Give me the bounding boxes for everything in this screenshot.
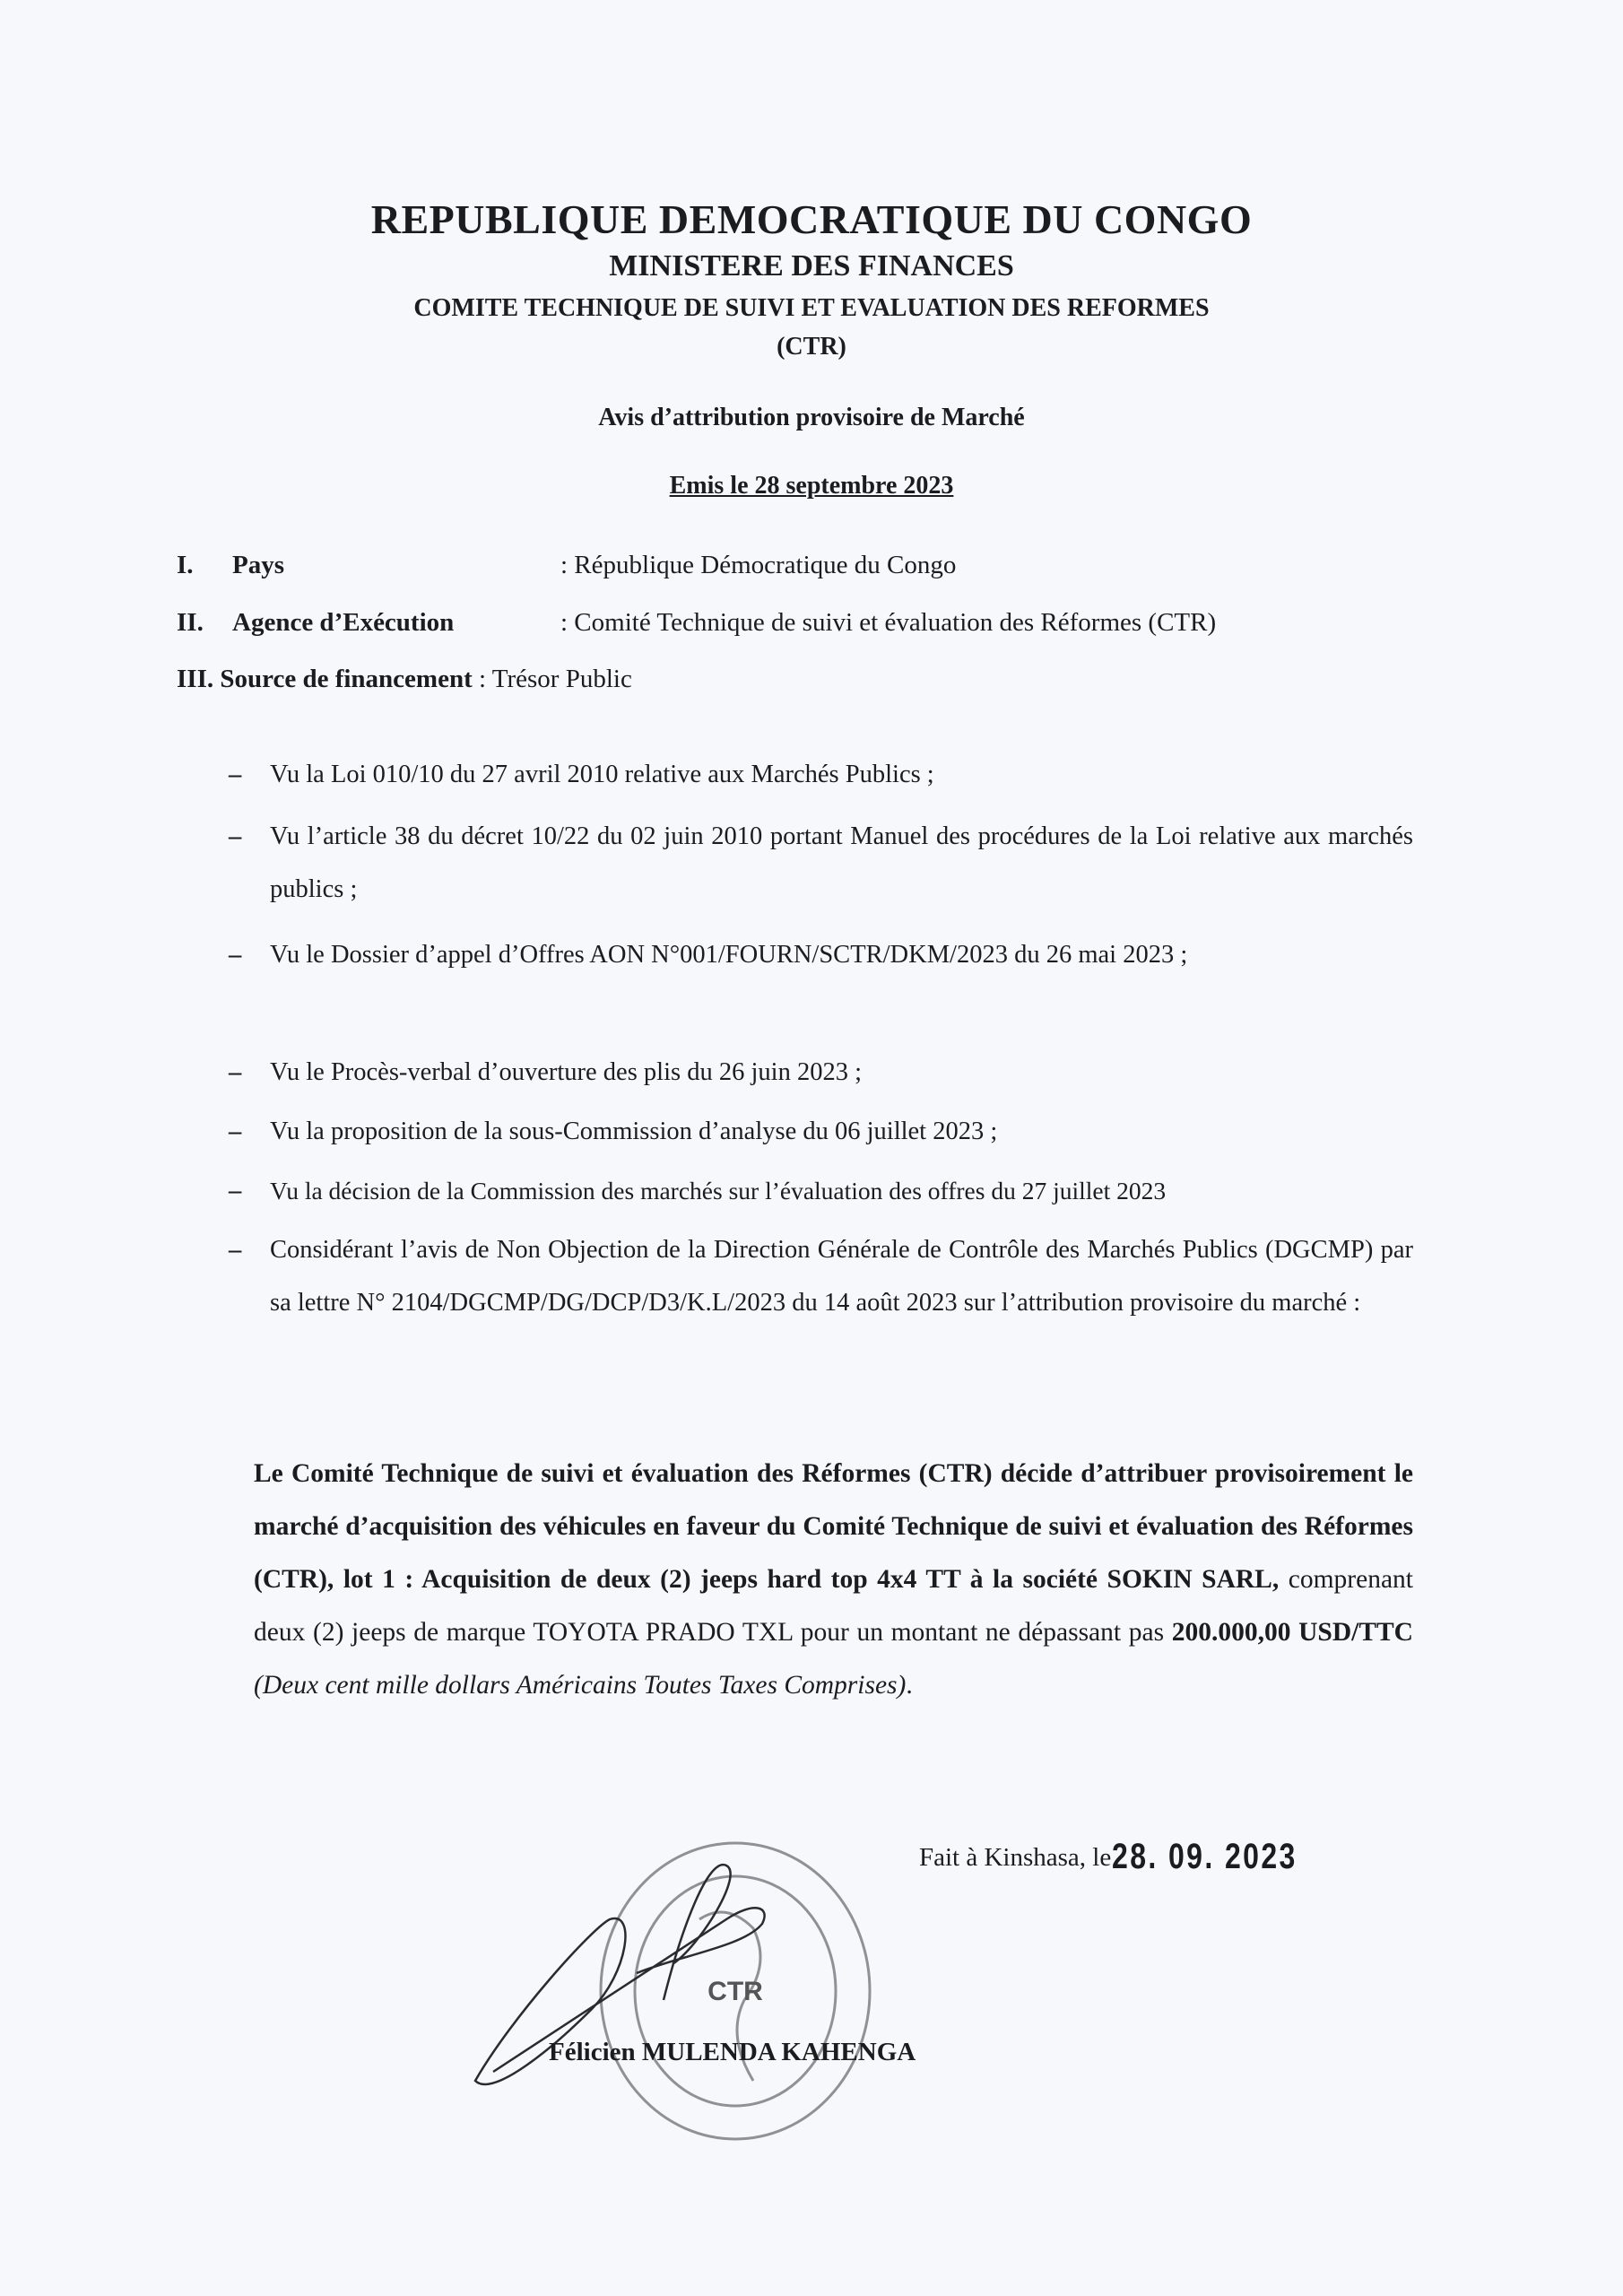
- list-item: – Vu la Loi 010/10 du 27 avril 2010 relative aux Marchés Publics ;: [229, 748, 1413, 801]
- list-item-text: Vu le Procès-verbal d’ouverture des plis du 26 juin 2023 ;: [270, 1058, 862, 1086]
- field-number: II.: [177, 608, 204, 637]
- handwritten-signature: [457, 1839, 816, 2108]
- list-item-text: Vu la Loi 010/10 du 27 avril 2010 relative aux Marchés Publics ;: [270, 761, 934, 788]
- list-item: – Vu l’article 38 du décret 10/22 du 02 juin 2010 portant Manuel des procédures de la Loi relative aux marchés publics ;: [229, 810, 1413, 916]
- decision-amount: 200.000,00 USD/TTC: [1171, 1618, 1413, 1647]
- field-value: : Comité Technique de suivi et évaluation des Réformes (CTR): [560, 608, 1217, 637]
- list-item-text: Vu le Dossier d’appel d’Offres AON N°001/FOURN/SCTR/DKM/2023 du 26 mai 2023 ;: [270, 941, 1188, 969]
- decision-bold-text: Le Comité Technique de suivi et évaluation des Réformes (CTR) décide d’attribuer provisoirement le marché d’acquisition des véhicules en faveur du Comité Technique de suivi et évaluation des Réformes (CTR), lot 1 : Acquisition de deux (2) jeeps hard top 4x4 TT à la société SOKIN SARL,: [254, 1459, 1413, 1594]
- signatory-name: Félicien MULENDA KAHENGA: [549, 2038, 916, 2066]
- country-heading: REPUBLIQUE DEMOCRATIQUE DU CONGO: [370, 196, 1253, 242]
- list-item-text: Vu la décision de la Commission des marchés sur l’évaluation des offres du 27 juillet 2023: [270, 1177, 1167, 1205]
- committee-heading: COMITE TECHNIQUE DE SUIVI ET EVALUATION DES REFORMES: [413, 294, 1210, 322]
- field-number: I.: [177, 551, 194, 579]
- notice-issued-date: Emis le 28 septembre 2023: [669, 472, 954, 500]
- svg-text:CTR: CTR: [707, 1977, 763, 2006]
- signature-place: Fait à Kinshasa, le: [919, 1843, 1112, 1872]
- ministry-heading: MINISTERE DES FINANCES: [609, 249, 1014, 283]
- field-funding: [177, 665, 1432, 694]
- committee-acronym: (CTR): [777, 333, 846, 361]
- decision-end: .: [906, 1671, 913, 1700]
- list-item: – Vu le Procès-verbal d’ouverture des plis du 26 juin 2023 ;: [229, 1046, 1413, 1099]
- list-item: – Vu la proposition de la sous-Commission d’analyse du 06 juillet 2023 ;: [229, 1105, 1413, 1158]
- list-item-text: Vu l’article 38 du décret 10/22 du 02 juin 2010 portant Manuel des procédures de la Loi relative aux marchés publics ;: [270, 822, 1413, 903]
- field-label: Pays: [232, 551, 284, 579]
- list-item: – Considérant l’avis de Non Objection de la Direction Générale de Contrôle des Marchés Publics (DGCMP) par sa lettre N° 2104/DGCMP/DG/DCP/D3/K.L/2023 du 14 août 2023 sur l’attribution provisoire du marché :: [229, 1223, 1413, 1329]
- decision-paragraph: [254, 1448, 1413, 1712]
- field-label: Source de financement: [220, 665, 473, 693]
- field-value: : République Démocratique du Congo: [560, 551, 957, 579]
- field-value: : Trésor Public: [479, 665, 632, 693]
- list-item-text: Considérant l’avis de Non Objection de la Direction Générale de Contrôle des Marchés Publics (DGCMP) par sa lettre N° 2104/DGCMP/DG/DCP/D3/K.L/2023 du 14 août 2023 sur l’attribution provisoire du marché :: [270, 1236, 1413, 1317]
- list-item: – Vu la décision de la Commission des marchés sur l’évaluation des offres du 27 juillet 2023: [229, 1164, 1413, 1217]
- decision-amount-words: (Deux cent mille dollars Américains Toutes Taxes Comprises): [254, 1671, 907, 1700]
- decision-text: comprenant deux (2) jeeps de marque TOYOTA PRADO TXL pour un montant ne dépassant pas: [254, 1565, 1414, 1647]
- list-item-text: Vu la proposition de la sous-Commission d’analyse du 06 juillet 2023 ;: [270, 1118, 998, 1145]
- date-stamp: 28. 09. 2023: [1112, 1837, 1298, 1876]
- notice-title: Avis d’attribution provisoire de Marché: [598, 404, 1025, 431]
- field-label: Agence d’Exécution: [232, 608, 455, 637]
- field-number: III.: [177, 665, 214, 693]
- list-item: – Vu le Dossier d’appel d’Offres AON N°001/FOURN/SCTR/DKM/2023 du 26 mai 2023 ;: [229, 928, 1413, 981]
